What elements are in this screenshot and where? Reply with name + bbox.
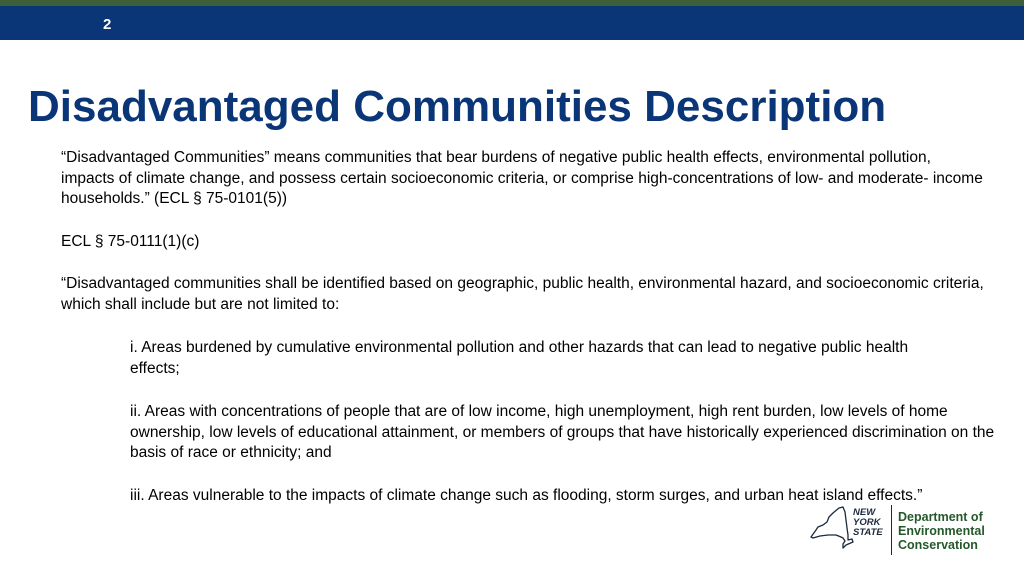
state-word-state: STATE [853,527,883,538]
definition-paragraph: “Disadvantaged Communities” means communities that bear burdens of negative public health effects, environmental pollution, impacts of climate change, and possess certain socioeconomic criteria, or comprise high-concentrations of low- and moderate- income households.” (ECL § 75-0101(5)) [61,149,983,207]
slide-title: Disadvantaged Communities Description [28,82,887,131]
criteria-item-3: iii. Areas vulnerable to the impacts of climate change such as flooding, storm surges, and urban heat island effects.” [130,487,923,504]
department-line-2: Environmental [898,524,985,538]
department-line-1: Department of [898,510,983,524]
state-word-new: NEW [853,507,876,518]
new-york-state-wordmark [853,508,883,538]
department-line-3: Conservation [898,538,978,552]
new-york-state-outline-icon [808,504,854,552]
criteria-item-2: ii. Areas with concentrations of people that are of low income, high unemployment, high rent burden, low levels of home ownership, low levels of educational attainment, or members of groups that have historically experienced discrimination on the basis of race or ethnicity; and [130,403,995,461]
header-bar [0,6,1024,40]
department-name [898,510,985,552]
logo-divider [891,505,892,555]
criteria-item-1: i. Areas burdened by cumulative environmental pollution and other hazards that can lead to negative public health effects; [130,339,909,377]
slide-number: 2 [103,16,112,33]
citation-paragraph: ECL § 75-0111(1)(c) [61,233,200,250]
state-word-york: YORK [853,517,881,528]
nys-dec-logo [808,503,994,555]
criteria-intro-paragraph: “Disadvantaged communities shall be identified based on geographic, public health, environmental hazard, and socioeconomic criteria, which shall include but are not limited to: [61,275,984,313]
